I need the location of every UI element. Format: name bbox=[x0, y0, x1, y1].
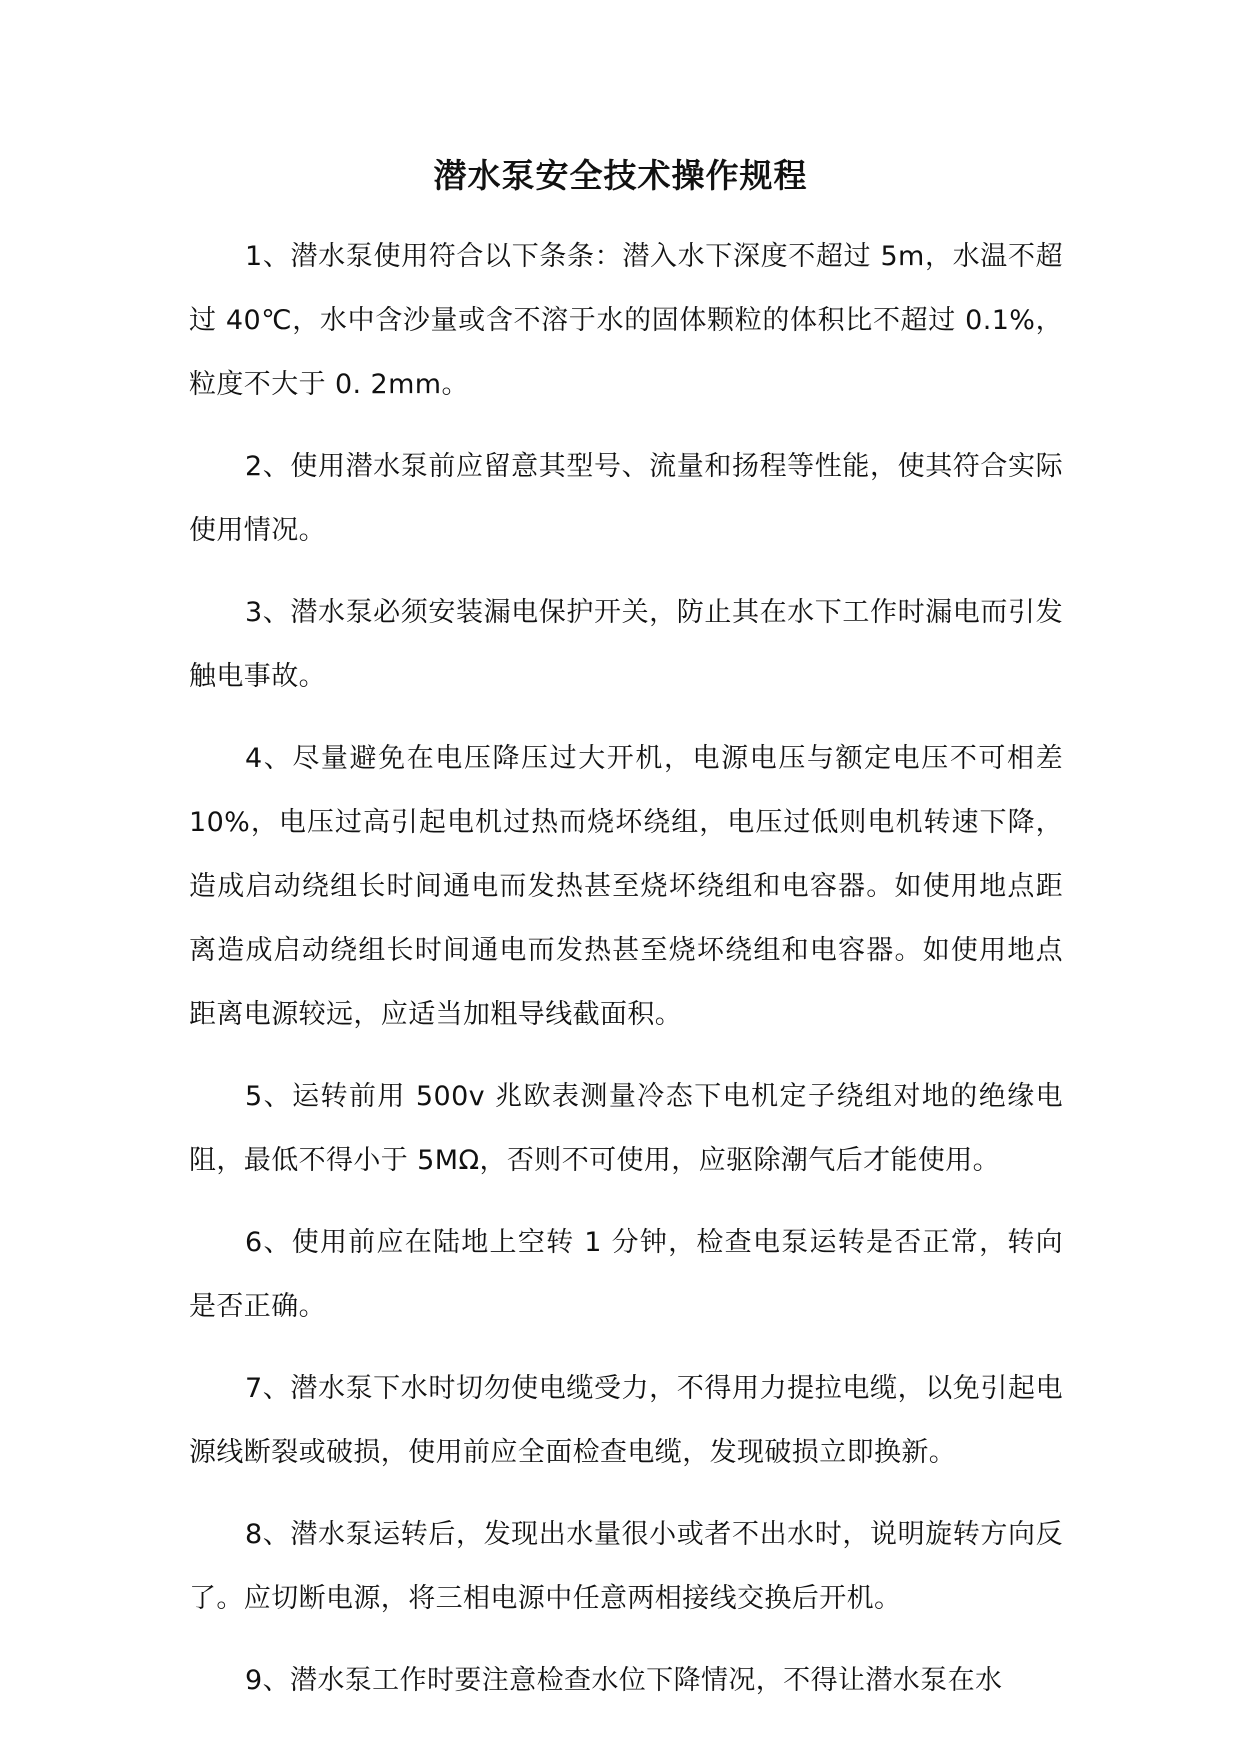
paragraph-5: 5、运转前用 500v 兆欧表测量冷态下电机定子绕组对地的绝缘电阻，最低不得小于 5MΩ，否则不可使用，应驱除潮气后才能使用。 bbox=[189, 1081, 1063, 1176]
paragraph-9: 9、潜水泵工作时要注意检查水位下降情况，不得让潜水泵在水 bbox=[245, 1665, 1003, 1696]
paragraph-7: 7、潜水泵下水时切勿使电缆受力，不得用力提拉电缆，以免引起电源线断裂或破损，使用前应全面检查电缆，发现破损立即换新。 bbox=[189, 1373, 1063, 1468]
paragraph-1: 1、潜水泵使用符合以下条条：潜入水下深度不超过 5m，水温不超过 40℃，水中含沙量或含不溶于水的固体颗粒的体积比不超过 0.1%，粒度不大于 0. 2mm。 bbox=[189, 241, 1063, 400]
paragraph-8: 8、潜水泵运转后，发现出水量很小或者不出水时，说明旋转方向反了。应切断电源，将三相电源中任意两相接线交换后开机。 bbox=[189, 1519, 1063, 1614]
paragraph-2: 2、使用潜水泵前应留意其型号、流量和扬程等性能，使其符合实际使用情况。 bbox=[189, 451, 1063, 546]
paragraph-4: 4、尽量避免在电压降压过大开机，电源电压与额定电压不可相差 10%，电压过高引起电机过热而烧坏绕组，电压过低则电机转速下降，造成启动绕组长时间通电而发热甚至烧坏绕组和电容器。如使用地点距离造成启动绕组长时间通电而发热甚至烧坏绕组和电容器。如使用地点距离电源较远，应适当加粗导线截面积。 bbox=[189, 743, 1063, 1030]
document-body bbox=[189, 225, 1063, 1731]
paragraph-6: 6、使用前应在陆地上空转 1 分钟，检查电泵运转是否正常，转向是否正确。 bbox=[189, 1227, 1063, 1322]
paragraph-3: 3、潜水泵必须安装漏电保护开关，防止其在水下工作时漏电而引发触电事故。 bbox=[189, 597, 1063, 692]
document-title: 潜水泵安全技术操作规程 bbox=[433, 156, 808, 195]
